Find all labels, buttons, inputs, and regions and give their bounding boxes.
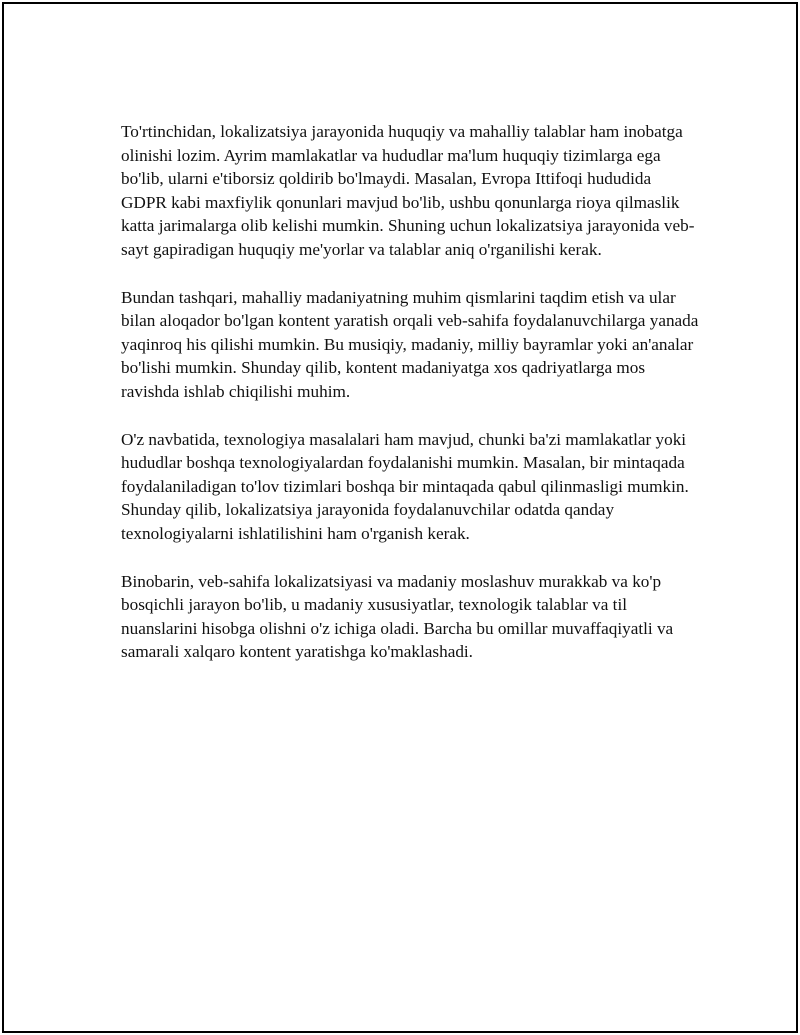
paragraph-local-culture: Bundan tashqari, mahalliy madaniyatning muhim qismlarini taqdim etish va ular bilan aloqador bo'lgan kontent yaratish orqali veb-sahifa foydalanuvchilarga yanada yaqinroq his qilishi mumkin. Bu musiqiy, madaniy, milliy bayramlar yoki an'analar bo'lishi mumkin. Shunday qilib, kontent madaniyatga xos qadriyatlarga mos ravishda ishlab chiqilishi muhim. [121, 287, 699, 401]
paragraph-technology-issues: O'z navbatida, texnologiya masalalari ham mavjud, chunki ba'zi mamlakatlar yoki hududlar boshqa texnologiyalardan foydalanishi mumkin. Masalan, bir mintaqada foydalaniladigan to'lov tizimlari boshqa bir mintaqada qabul qilinmasligi mumkin. Shunday qilib, lokalizatsiya jarayonida foydalanuvchilar odatda qanday texnologiyalarni ishlatilishini ham o'rganish kerak. [121, 429, 689, 543]
page-frame [2, 2, 798, 1033]
paragraph-legal-requirements: To'rtinchidan, lokalizatsiya jarayonida huquqiy va mahalliy talablar ham inobatga olinishi lozim. Ayrim mamlakatlar va hududlar ma'lum huquqiy tizimlarga ega bo'lib, ularni e'tiborsiz qoldirib bo'lmaydi. Masalan, Evropa Ittifoqi hududida GDPR kabi maxfiylik qonunlari mavjud bo'lib, ushbu qonunlarga rioya qilmaslik katta jarimalarga olib kelishi mumkin. Shuning uchun lokalizatsiya jarayonida veb-sayt gapiradigan huquqiy me'yorlar va talablar aniq o'rganilishi kerak. [121, 122, 695, 259]
document-body [121, 120, 701, 688]
paragraph-conclusion: Binobarin, veb-sahifa lokalizatsiyasi va madaniy moslashuv murakkab va ko'p bosqichli jarayon bo'lib, u madaniy xususiyatlar, texnologik talablar va til nuanslarini hisobga olishni o'z ichiga oladi. Barcha bu omillar muvaffaqiyatli va samarali xalqaro kontent yaratishga ko'maklashadi. [121, 571, 674, 662]
